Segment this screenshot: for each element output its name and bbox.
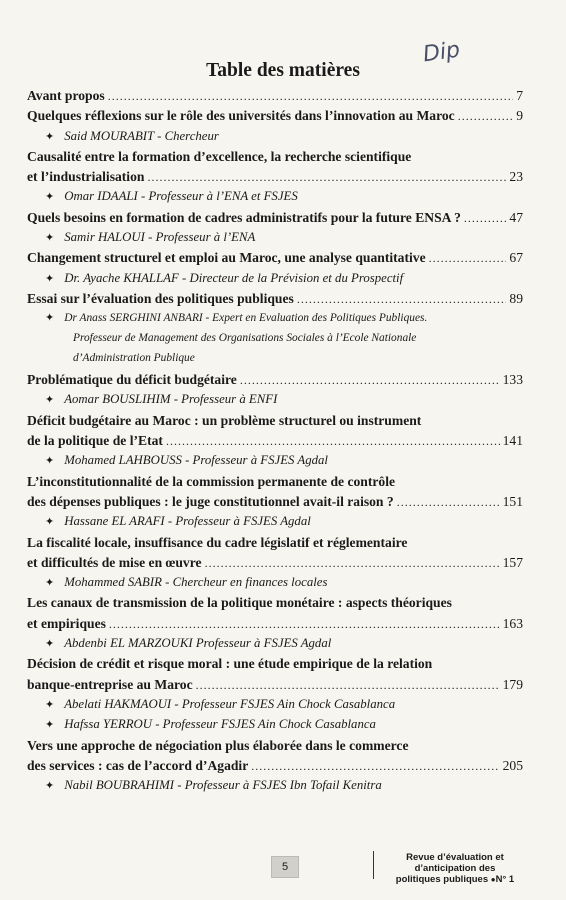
toc-entry-title: Les canaux de transmission de la politique monétaire : aspects théoriques <box>27 595 452 611</box>
toc-author <box>27 514 523 534</box>
toc-entry-title: et empiriques <box>27 615 106 631</box>
toc-author-text: Mohamed LAHBOUSS - Professeur à FSJES Agdal <box>64 453 328 468</box>
diamond-bullet-icon: ✦ <box>45 191 55 204</box>
toc-entry-title: des services : cas de l’accord d’Agadir <box>27 757 249 773</box>
diamond-bullet-icon: ✦ <box>45 698 55 711</box>
toc-entry-title-line <box>27 535 523 555</box>
toc-author <box>27 575 523 595</box>
toc-author-text: Omar IDAALI - Professeur à l’ENA et FSJES <box>64 189 298 204</box>
diamond-bullet-icon: ✦ <box>45 312 55 325</box>
toc-entry-title: des dépenses publiques : le juge constitutionnel avait-il raison ? <box>27 493 394 509</box>
toc-author <box>27 392 523 412</box>
toc-entry-title-line <box>27 372 523 392</box>
toc-page-number: 89 <box>509 290 523 306</box>
toc-entry-title: Quels besoins en formation de cadres administratifs pour la future ENSA ? <box>27 209 461 225</box>
toc-author-text: Nabil BOUBRAHIMI - Professeur à FSJES Ibn Tofail Kenitra <box>64 778 382 793</box>
toc-entry-title: Problématique du déficit budgétaire <box>27 372 237 388</box>
toc-page-number: 163 <box>502 615 523 631</box>
dot-leader <box>251 759 499 774</box>
toc-author-text: Said MOURABIT - Chercheur <box>64 128 219 143</box>
toc-entry-title-line <box>27 149 523 169</box>
dot-leader <box>397 495 500 510</box>
toc-author-text: Abelati HAKMAOUI - Professeur FSJES Ain Chock Casablanca <box>64 696 396 711</box>
toc-entry-title-line <box>27 738 523 758</box>
toc-author-text: Dr. Ayache KHALLAF - Directeur de la Prévision et du Prospectif <box>64 270 404 285</box>
footer-issue: N° 1 <box>495 874 515 885</box>
toc-entry-title-line <box>27 250 523 270</box>
toc-author-affiliation: d’Administration Publique <box>73 351 195 364</box>
toc-page-number: 141 <box>502 433 523 449</box>
footer-journal-title <box>380 852 530 885</box>
toc-page-number: 47 <box>509 209 523 225</box>
toc-page-number: 9 <box>516 108 523 124</box>
diamond-bullet-icon: ✦ <box>45 272 55 285</box>
dot-leader <box>240 373 500 388</box>
toc-author <box>27 453 523 473</box>
bullet-icon: ● <box>490 875 496 884</box>
toc-author <box>27 311 523 331</box>
toc-author <box>27 271 523 291</box>
footer-page-number: 5 <box>271 856 299 878</box>
dot-leader <box>297 292 507 307</box>
diamond-bullet-icon: ✦ <box>45 130 55 143</box>
toc-entry-title: Vers une approche de négociation plus élaborée dans le commerce <box>27 737 409 753</box>
diamond-bullet-icon: ✦ <box>45 455 55 468</box>
footer-journal-line2: politiques publiques ●N° 1 <box>395 874 515 885</box>
diamond-bullet-icon: ✦ <box>45 516 55 529</box>
toc-author <box>27 717 523 737</box>
diamond-bullet-icon: ✦ <box>45 577 55 590</box>
toc-entry-title-line <box>27 169 523 189</box>
toc-entry-title: L’inconstitutionnalité de la commission permanente de contrôle <box>27 473 396 489</box>
toc-page-number: 151 <box>502 493 523 509</box>
diamond-bullet-icon: ✦ <box>45 638 55 651</box>
toc-author <box>27 697 523 717</box>
toc-entry-title: Essai sur l’évaluation des politiques publiques <box>27 290 294 306</box>
dot-leader <box>458 109 513 124</box>
dot-leader <box>196 678 500 693</box>
toc-author <box>27 636 523 656</box>
toc-entry-title: Déficit budgétaire au Maroc : un problème structurel ou instrument <box>27 412 422 428</box>
toc-author-text: Hassane EL ARAFI - Professeur à FSJES Agdal <box>64 514 311 529</box>
toc-author-text: Aomar BOUSLIHIM - Professeur à ENFI <box>64 392 278 407</box>
dot-leader <box>429 251 507 266</box>
table-of-contents <box>27 88 523 798</box>
toc-entry-title: Quelques réflexions sur le rôle des universités dans l’innovation au Maroc <box>27 108 455 124</box>
diamond-bullet-icon: ✦ <box>45 719 55 732</box>
toc-entry-title: et difficultés de mise en œuvre <box>27 554 202 570</box>
dot-leader <box>464 211 507 226</box>
toc-entry-title: et l’industrialisation <box>27 169 145 185</box>
page-title: Table des matières <box>206 60 360 81</box>
toc-author <box>27 129 523 149</box>
dot-leader <box>108 89 514 104</box>
toc-author-affiliation: Professeur de Management des Organisations Sociales à l’Ecole Nationale <box>73 331 417 344</box>
toc-entry-title-line <box>27 88 523 108</box>
toc-entry-title-line <box>27 595 523 615</box>
toc-entry-title: Décision de crédit et risque moral : une étude empirique de la relation <box>27 656 433 672</box>
diamond-bullet-icon: ✦ <box>45 394 55 407</box>
dot-leader <box>205 556 500 571</box>
toc-author-text: Abdenbi EL MARZOUKI Professeur à FSJES Agdal <box>64 636 332 651</box>
toc-entry-title-line <box>27 616 523 636</box>
dot-leader <box>166 434 500 449</box>
toc-author-text: Mohammed SABIR - Chercheur en finances locales <box>64 575 328 590</box>
toc-entry-title-line <box>27 494 523 514</box>
toc-author <box>27 189 523 209</box>
toc-page-number: 205 <box>502 757 523 773</box>
toc-author-text: Dr Anass SERGHINI ANBARI - Expert en Evaluation des Politiques Publiques. <box>64 312 428 325</box>
dot-leader <box>109 617 500 632</box>
toc-entry-title: Avant propos <box>27 88 105 103</box>
toc-page-number: 67 <box>509 250 523 266</box>
toc-entry-title: La fiscalité locale, insuffisance du cadre législatif et réglementaire <box>27 534 408 550</box>
toc-page-number: 23 <box>509 169 523 185</box>
toc-author-text: Samir HALOUI - Professeur à l’ENA <box>64 230 256 245</box>
toc-entry-title: de la politique de l’Etat <box>27 433 163 449</box>
toc-entry-title: Causalité entre la formation d’excellence, la recherche scientifique <box>27 148 412 164</box>
toc-entry-title: Changement structurel et emploi au Maroc, une analyse quantitative <box>27 250 426 266</box>
toc-entry-title-line <box>27 758 523 778</box>
diamond-bullet-icon: ✦ <box>45 780 55 793</box>
diamond-bullet-icon: ✦ <box>45 232 55 245</box>
footer-journal-line1: Revue d’évaluation et d’anticipation des <box>406 852 504 874</box>
toc-entry-title: banque-entreprise au Maroc <box>27 676 193 692</box>
toc-page-number: 179 <box>502 676 523 692</box>
toc-entry-title-line <box>27 656 523 676</box>
toc-entry-title-line <box>27 433 523 453</box>
toc-entry-title-line <box>27 291 523 311</box>
toc-page-number: 133 <box>502 372 523 388</box>
toc-author <box>27 778 523 798</box>
toc-entry-title-line <box>27 210 523 230</box>
toc-page-number: 157 <box>502 554 523 570</box>
toc-entry-title-line <box>27 555 523 575</box>
footer-divider <box>373 851 374 879</box>
dot-leader <box>147 170 506 185</box>
toc-entry-title-line <box>27 474 523 494</box>
toc-page-number: 7 <box>516 88 523 103</box>
handwritten-initials: Dip <box>421 37 462 68</box>
toc-entry-title-line <box>27 413 523 433</box>
toc-entry-title-line <box>27 108 523 128</box>
toc-author <box>27 230 523 250</box>
toc-entry-title-line <box>27 677 523 697</box>
toc-author-text: Hafssa YERROU - Professeur FSJES Ain Chock Casablanca <box>64 717 376 732</box>
